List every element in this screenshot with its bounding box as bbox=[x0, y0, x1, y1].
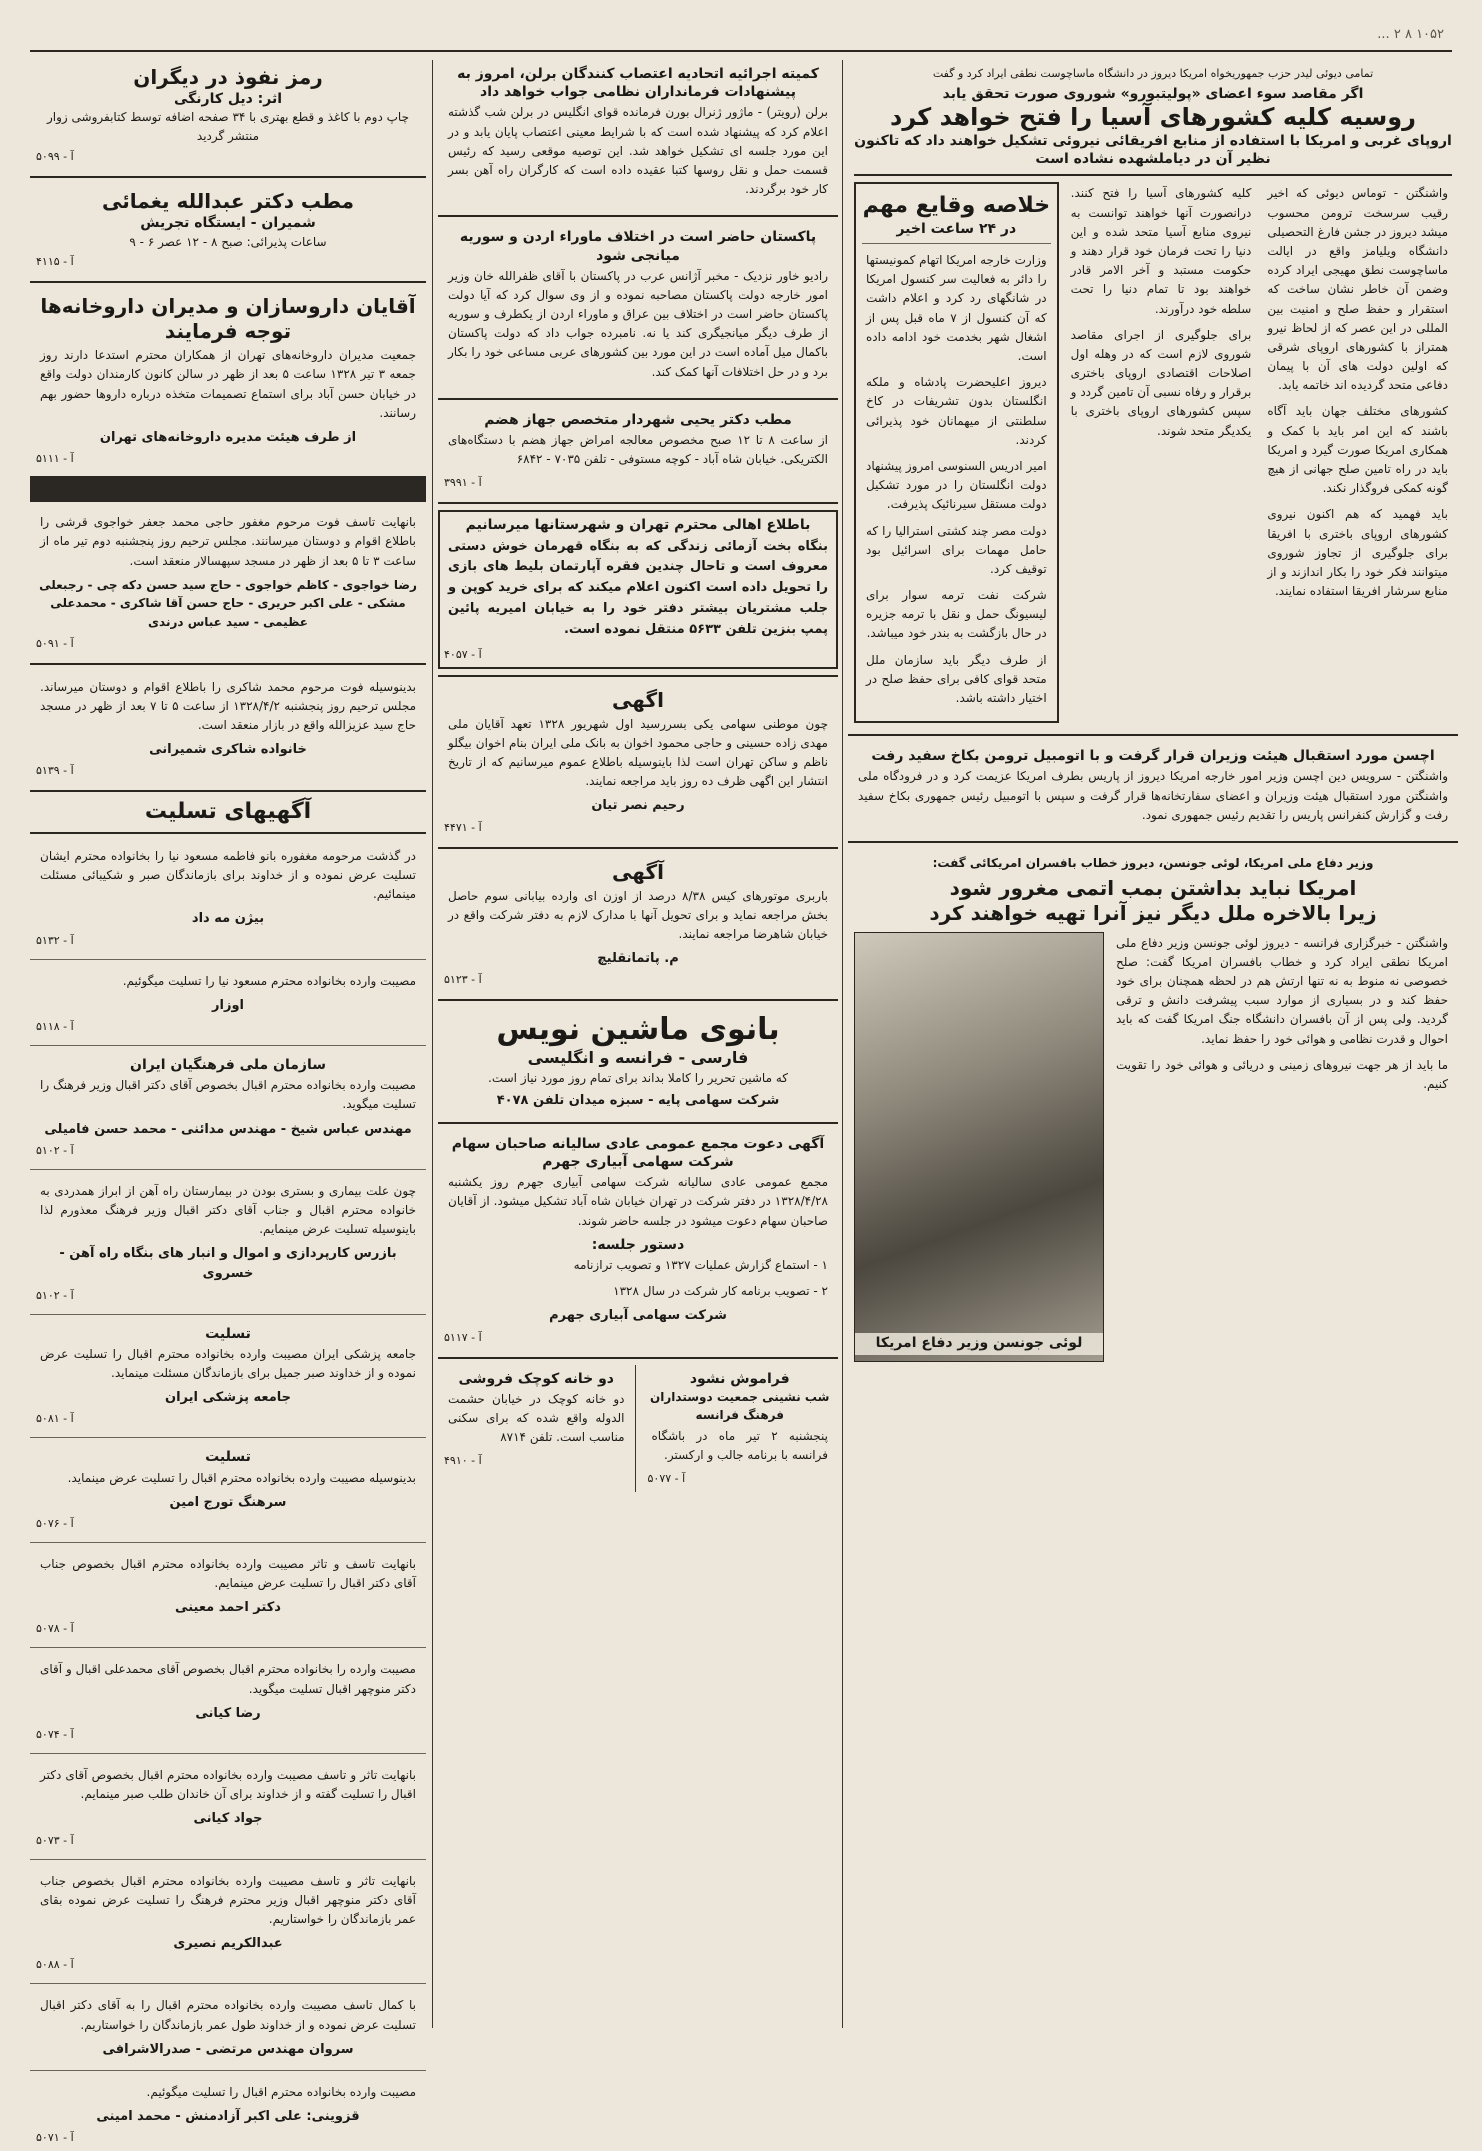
photo-caption: لوئی جونسن وزیر دفاع امریکا bbox=[855, 1333, 1103, 1355]
book-title: رمز نفوذ در دیگران bbox=[133, 65, 323, 89]
clinic-code: آ - ۴۱۱۵ bbox=[36, 255, 74, 269]
acheson-headline: اچسن مورد استقبال هیئت وزیران قرار گرفت و با اتومبیل ترومن بکاخ سفید رفت bbox=[871, 748, 1435, 765]
condolence-12 bbox=[30, 2076, 426, 2151]
condolence-1-signer: بیژن مه داد bbox=[191, 911, 265, 927]
summary-item-2: دیروز اعلیحضرت پادشاه و ملکه انگلستان بدون تشریفات در کاخ سلطنتی از میهمانان خود پذیرائی کردند. bbox=[865, 375, 1047, 447]
house-title: دو خانه کوچک فروشی bbox=[458, 1370, 614, 1387]
summary-title: خلاصه وقایع مهم bbox=[862, 193, 1051, 219]
typist-languages: فارسی - فرانسه و انگلیسی bbox=[527, 1048, 749, 1068]
berlin-body: برلن (رویتر) - ماژور ژنرال بورن فرمانده قوای انگلیس در برلن شب گذشته اعلام کرد که پیشنهاد شده است که با شرایط معینی اعتصاب پایان یابد و در این مورد جلسه ای تشکیل خواهد شد. این توصیه موقعی رسید که رئیس قسمت حمل و نقل روسها کتبا عقیده داده است که کارگران راه آهن بسر کار خود برگردند. bbox=[448, 105, 828, 197]
typist-company: شرکت سهامی پایه - سبزه میدان تلفن ۴۰۷۸ bbox=[496, 1092, 780, 1108]
condolence-9-body: بانهایت تاثر و تاسف مصیبت وارده بخانواده محترم اقبال بخصوص آقای دکتر اقبال را تسلیت گفته و از خداوند برای آن خاندان طلب صبر مینمایم. bbox=[40, 1768, 416, 1802]
divider-bar bbox=[30, 476, 426, 502]
condolence-11-signer: سروان مهندس مرتضی - صدرالاشرافی bbox=[102, 2041, 354, 2057]
lottery-notice bbox=[438, 510, 838, 668]
soiree-subtitle: شب نشینی جمعیت دوستداران فرهنگ فرانسه bbox=[650, 1389, 830, 1423]
condolence-2-body: مصیبت وارده بخانواده محترم مسعود نیا را تسلیت میگوئیم. bbox=[122, 973, 416, 988]
typist-title: بانوی ماشین نویس bbox=[496, 1012, 780, 1048]
front-story-body-4: کشورهای مختلف جهان باید آگاه باشند که این امر باید با کمک و همکاری امریکا صورت گیرد و امریکا باید در راه تامین صلح جهانی از هیچ گونه کمکی فروگذار نکند. bbox=[1267, 404, 1448, 496]
summary-subtitle: در ۲۴ ساعت اخیر bbox=[896, 220, 1017, 237]
pakistan-headline: پاکستان حاضر است در اختلاف ماوراء اردن و سوریه میانجی شود bbox=[459, 229, 817, 264]
meeting-ad bbox=[438, 1130, 838, 1351]
obituary-1-code: آ - ۵۰۹۱ bbox=[36, 636, 74, 650]
condolence-6-title: تسلیت bbox=[205, 1449, 251, 1466]
agahi-2-body: باربری موتورهای کیس ۸/۳۸ درصد از اوزن ای وارده بیابانی سوم حاصل بخش مراجعه نماید و برای تحویل آنها با مدارک لازم به دفتر شرکت واقع در خیابان شاهرضا مراجعه نمایند. bbox=[448, 888, 829, 941]
condolence-4-code: آ - ۵۱۰۲ bbox=[36, 1288, 74, 1302]
condolence-3-title: سازمان ملی فرهنگیان ایران bbox=[130, 1056, 326, 1073]
meeting-title: آگهی دعوت مجمع عمومی عادی سالیانه صاحبان سهام شرکت سهامی آبیاری جهرم bbox=[451, 1135, 825, 1171]
right-column bbox=[848, 60, 1458, 2035]
left-column bbox=[30, 60, 426, 2145]
agahi-2-code: آ - ۵۱۲۳ bbox=[444, 973, 482, 987]
condolence-7-signer: دکتر احمد معینی bbox=[175, 1600, 281, 1616]
front-story-body-5: باید فهمید که هم اکنون نیروی کشورهای اروپای باختری با افریقا برای جلوگیری از تجاوز شوروی میتوانند فکر خود را بکار اندازند و از منابع سرشار افریقا استفاده نمایند. bbox=[1267, 507, 1448, 599]
condolence-1-code: آ - ۵۱۳۲ bbox=[36, 933, 74, 947]
agahi-2-signer: م. پاتمانقلیچ bbox=[597, 951, 679, 967]
defense-photo bbox=[854, 932, 1104, 1362]
agahi-1-body: چون موطنی سهامی یکی بسررسید اول شهریور ۱۳۲۸ تعهد آقایان ملی مهدی زاده حسینی و حاجی محمود اخوان به بانک ملی ایران بنام اخوان بیگلو ناظم و ساکن تهران است لذا باینوسیله باطلاع عموم میرسانیم که از تاریخ انتشار این اگهی ظرف ده روز باید مراجعه نمایند. bbox=[448, 716, 828, 789]
agahi-1-signer: رحیم نصر تیان bbox=[591, 798, 685, 814]
book-ad bbox=[30, 60, 426, 170]
column-rule-left bbox=[432, 60, 433, 2028]
summary-item-4: دولت مصر چند کشتی استرالیا را که حامل مهمات برای اسرائیل بود توقیف کرد. bbox=[865, 523, 1047, 576]
meeting-signer: شرکت سهامی آبیاری جهرم bbox=[549, 1308, 727, 1324]
condolence-5 bbox=[30, 1320, 426, 1433]
condolence-3-signer: مهندس عباس شیخ - مهندس مدائنی - محمد حسن فامیلی bbox=[44, 1121, 412, 1137]
condolence-12-body: مصیبت وارده بخانواده محترم اقبال را تسلیت میگوئیم. bbox=[146, 2084, 416, 2099]
pharmacy-ad bbox=[30, 289, 426, 472]
defense-headline-2: زیرا بالاخره ملل دیگر نیز آنرا تهیه خواهند کرد bbox=[929, 900, 1377, 925]
obituary-2-signer: خانواده شاکری شمیرانی bbox=[149, 742, 307, 758]
pharmacy-body: جمعیت مدیران داروخانه‌های تهران از همکاران محترم استدعا دارند روز جمعه ۳ تیر ۱۳۲۸ ساعت ۵ بعد از ظهر در سالن کانون کارمندان دولت واقع در خیابان حسن آباد برای استماع تصمیمات متخذه درباره داروها حضور بهم رسانند. bbox=[40, 348, 416, 420]
front-story-intro: تمامی دیوئی لیدر حزب جمهوریخواه امریکا دیروز در دانشگاه ماساچوست نطقی ایراد کرد و گفت bbox=[932, 67, 1374, 80]
lottery-body: بنگاه بخت آزمائی زندگی که به بنگاه قهرمان خوش دستی معروف است و تاحال چندین فقره آپارتمان بلیط های بازی را تحویل داده است اکنون اعلام میکند که برای خرید کوپن و جلب مشتریان بیشتر دفتر خود را به خیابان امیریه پائین پمپ بنزین تلفن ۵۶۳۳ منتقل نموده است. bbox=[448, 538, 828, 637]
clinic-hours: ساعات پذیرائی: صبح ۸ - ۱۲ عصر ۶ - ۹ bbox=[129, 234, 327, 249]
condolence-5-body: جامعه پزشکی ایران مصیبت وارده بخانواده محترم اقبال را تسلیت عرض نموده و از خداوند صبر جمیل برای بازماندگان مسئلت مینماید. bbox=[40, 1346, 416, 1380]
front-story bbox=[848, 60, 1458, 728]
condolence-10-body: بانهایت تاثر و تاسف مصیبت وارده بخانواده محترم اقبال بخصوص جناب آقای دکتر منوچهر اقبال وزیر محترم فرهنگ را تسلیت عرض نموده بقای عمر بازماندگان را خواستاریم. bbox=[40, 1873, 416, 1926]
condolence-6-body: بدینوسیله مصیبت وارده بخانواده محترم اقبال را تسلیت عرض مینماید. bbox=[67, 1470, 416, 1485]
typist-ad bbox=[438, 1007, 838, 1116]
middle-column bbox=[438, 60, 838, 2035]
summary-item-5: شرکت نفت ترمه سوار برای لیسیونگ حمل و نقل با ترمه جزیره در حال بازگشت به بندر خود میباشد. bbox=[865, 588, 1047, 641]
condolence-8-signer: رضا کیانی bbox=[195, 1705, 261, 1721]
condolence-6-code: آ - ۵۰۷۶ bbox=[36, 1516, 74, 1530]
condolence-4 bbox=[30, 1175, 426, 1309]
condolence-2-signer: اوزار bbox=[212, 997, 244, 1013]
clinic-ad bbox=[30, 184, 426, 275]
front-story-col-b bbox=[1067, 182, 1256, 723]
summary-item-1: وزارت خارجه امریکا اتهام کمونیستها را دائر به فعالیت سر کنسول امریکا در شانگهای رد کرد و اعلام داشت که آن کنسول از ۷ ماه قبل پس از اشغال شهر بخدمت خود ادامه داده است. bbox=[865, 253, 1047, 364]
front-headline-3: اروپای غربی و امریکا با استفاده از منابع افریقائی نیروئی تشکیل خواهند داد که تاکنون نظیر آن در دیاملشهده نشاده است bbox=[854, 133, 1452, 168]
condolence-8-code: آ - ۵۰۷۴ bbox=[36, 1727, 74, 1741]
pharmacy-signer: از طرف هیئت مدیره داروخانه‌های تهران bbox=[99, 430, 357, 445]
house-body: دو خانه کوچک در خیابان حشمت الدوله واقع شده که برای سکنی مناسب است. تلفن ۸۷۱۴ bbox=[448, 1391, 625, 1445]
acheson-story bbox=[848, 742, 1458, 835]
condolence-12-code: آ - ۵۰۷۱ bbox=[36, 2131, 74, 2145]
condolence-10 bbox=[30, 1865, 426, 1979]
condolence-7 bbox=[30, 1548, 426, 1643]
condolence-3-code: آ - ۵۱۰۲ bbox=[36, 1143, 74, 1157]
obituary-2-code: آ - ۵۱۳۹ bbox=[36, 764, 74, 778]
agahi-1-title: اگهی bbox=[612, 687, 664, 712]
front-story-body-2: کلیه کشورهای آسیا را فتح کنند. درانصورت آنها خواهند توانست به نیروی منابع آسیا متحد شده و این دنیا را تحت فرمان خود قرار دهند و حکومت مستبد و آخر الامر قادر خواهند بود تا تمام دنیا را تحت سلطه خود درآورند. bbox=[1070, 186, 1252, 316]
condolence-8-body: مصیبت وارده را بخانواده محترم اقبال بخصوص آقای محمدعلی اقبال و آقای دکتر منوچهر اقبال تسلیت میگوید. bbox=[40, 1662, 416, 1696]
berlin-story bbox=[438, 60, 838, 209]
soiree-code: آ - ۵۰۷۷ bbox=[647, 1472, 686, 1486]
obituary-2-body: بدینوسیله فوت مرحوم محمد شاکری را باطلاع اقوام و دوستان میرساند. مجلس ترحیم روز پنجشنبه ۱۳۲۸/۴/۲ از ساعت ۵ تا ۷ بعد از ظهر در مسجد حاج سید عزیزالله واقع در بازار منعقد است. bbox=[40, 679, 416, 732]
lottery-code: آ - ۴۰۵۷ bbox=[444, 647, 482, 661]
condolence-10-code: آ - ۵۰۸۸ bbox=[36, 1958, 74, 1972]
condolence-8 bbox=[30, 1653, 426, 1748]
clinic-title: مطب دکتر عبدالله یغمائی bbox=[102, 189, 354, 214]
obituary-1-names: رضا خواجوی - کاظم خواجوی - حاج سید حسن دکه چی - رجبعلی مشکی - علی اکبر حریری - حاج حسن آقا شاکری - محمدعلی عظیمی - سید عباس درندی bbox=[39, 577, 417, 629]
soiree-ad bbox=[642, 1365, 839, 1493]
pakistan-story bbox=[438, 223, 838, 392]
summary-item-6: از طرف دیگر باید سازمان ملل متحد قوای کافی برای حفظ صلح در اختیار داشته باشد. bbox=[865, 652, 1047, 706]
pharmacy-title: آقایان داروسازان و مدیران داروخانه‌ها توجه فرمایند bbox=[40, 294, 416, 344]
condolence-5-code: آ - ۵۰۸۱ bbox=[36, 1412, 74, 1426]
masthead-text: ۱۰۵۲ ۸ ۲ ... bbox=[1377, 26, 1444, 42]
doctor-ad-code: آ - ۳۹۹۱ bbox=[444, 476, 482, 490]
masthead bbox=[30, 18, 1452, 52]
condolence-7-body: بانهایت تاسف و تاثر مصیبت وارده بخانواده محترم اقبال بخصوص جناب آقای دکتر اقبال را تسلیت عرض مینمایم. bbox=[40, 1556, 416, 1591]
house-ad bbox=[438, 1365, 636, 1493]
front-headline-1: اگر مقاصد سوء اعضای «پولیتبورو» شوروی صورت تحقق یابد bbox=[942, 86, 1364, 103]
doctor-ad-body: از ساعت ۸ تا ۱۲ صبح مخصوص معالجه امراض جهاز هضم با دستگاه‌های الکتریکی. خیابان شاه آباد - کوچه مستوفی - تلفن ۷۰۳۵ - ۶۸۴۲ bbox=[448, 433, 828, 467]
agahi-2-title: آگهی bbox=[612, 859, 664, 884]
condolence-1 bbox=[30, 840, 426, 954]
meeting-code: آ - ۵۱۱۷ bbox=[444, 1330, 482, 1344]
column-rule-mid bbox=[842, 60, 843, 2028]
doctor-ad-title: مطب دکتر یحیی شهردار متخصص جهاز هضم bbox=[484, 411, 792, 428]
pakistan-body: رادیو خاور نزدیک - مخبر آژانس عرب در پاکستان با آقای ظفرالله خان وزیر امور خارجه دولت پاکستان مصاحبه نموده و از وی سوال کرد که آیا دولت پاکستان حاضر است در اختلاف بین عراق و ماوراء اردن از یکطرف و سوریه از طرف دیگر میانجیگری کند یا نه. نامبرده جواب داد که دولت پاکستان باکمال میل آماده است در این مورد بین کشورهای عربی مساعی خود را بکار برد و در حل اختلافات آنها کمک کند. bbox=[448, 268, 828, 379]
soiree-title: فراموش نشود bbox=[689, 1370, 790, 1387]
lottery-title: باطلاع اهالی محترم تهران و شهرستانها میرسانیم bbox=[465, 517, 811, 534]
house-code: آ - ۴۹۱۰ bbox=[444, 1454, 482, 1468]
meeting-agenda-1: ۱ - استماع گزارش عملیات ۱۳۲۷ و تصویب ترازنامه bbox=[573, 1257, 828, 1272]
condolence-9-signer: جواد کیانی bbox=[193, 1811, 263, 1827]
condolence-4-signer: بازرس کارپردازی و اموال و انبار های بنگاه راه آهن - خسروی bbox=[59, 1246, 397, 1282]
condolence-12-signer: قزوینی: علی اکبر آزادمنش - محمد امینی bbox=[96, 2109, 360, 2125]
condolence-2-code: آ - ۵۱۱۸ bbox=[36, 1019, 74, 1033]
condolence-11 bbox=[30, 1989, 426, 2065]
obituary-1 bbox=[30, 506, 426, 656]
pharmacy-code: آ - ۵۱۱۱ bbox=[36, 452, 74, 466]
condolence-6 bbox=[30, 1443, 426, 1537]
defense-intro: وزیر دفاع ملی امریکا، لوئی جونسن، دیروز خطاب بافسران امریکائی گفت: bbox=[932, 855, 1374, 870]
book-body: چاپ دوم با کاغذ و قطع بهتری با ۳۴ صفحه اضافه توسط کتابفروشی زوار منتشر گردید bbox=[47, 110, 409, 143]
front-story-body-3: برای جلوگیری از اجرای مقاصد شوروی لازم است که در وهله اول اصلاحات اقتصادی اروپای باختری برقرار و رفاه نسبی آن تامین گردد و سپس کشورهای اروپای باختری با یکدیگر متحد شوند. bbox=[1070, 327, 1252, 438]
front-headline-2: روسیه کلیه کشورهای آسیا را فتح خواهد کرد bbox=[890, 103, 1416, 132]
book-code: آ - ۵۰۹۹ bbox=[36, 150, 74, 164]
condolence-1-body: در گذشت مرحومه مغفوره بانو فاطمه مسعود نیا را بخانواده محترم ایشان تسلیت عرض نموده و از خداوند برای بازماندگان صبر و شکیبائی مسئلت مینمائیم. bbox=[40, 848, 416, 902]
summary-box bbox=[854, 182, 1059, 723]
agahi-2 bbox=[438, 855, 838, 994]
clinic-place: شمیران - ایستگاه تجریش bbox=[140, 215, 316, 232]
meeting-agenda-title: دستور جلسه: bbox=[591, 1236, 685, 1253]
condolence-10-signer: عبدالکریم نصیری bbox=[173, 1936, 283, 1952]
obituary-1-body: بانهایت تاسف فوت مرحوم مغفور حاجی محمد جعفر خواجوی قرشی را باطلاع اقوام و دوستان میرسانند. مجلس ترحیم روز پنجشنبه دوم تیر ماه از ساعت ۳ تا ۵ بعد از ظهر در مسجد سپهسالار منعقد است. bbox=[40, 515, 416, 568]
front-story-col-a bbox=[1263, 182, 1452, 723]
condolence-9 bbox=[30, 1759, 426, 1854]
typist-body: که ماشین تحریر را کاملا بداند برای تمام روز مورد نیاز است. bbox=[488, 1071, 788, 1086]
front-story-body-1: واشنگتن - توماس دیوئی که اخیر رقیب سرسخت ترومن محسوب میشد دیروز در جشن فارغ التحصیلی دانشگاه ویلیامز واقع در ایالت ماساچوست نطق مهیجی ایراد کرده وضمن آن خاطر نشان ساخت که استقرار و حفظ صلح و امنیت بین المللی در این عصر که از لحاظ نیرو همتراز با کشورهای اروپای شرقی که اولین دولت های آن با پیمان دفاعی متحد گردیده اند خاتمه یابد. bbox=[1267, 186, 1448, 393]
condolence-4-body: چون علت بیماری و بستری بودن در بیمارستان راه آهن از ابراز همدردی به خانواده محترم اقبال و جناب آقای دکتر اقبال وزیر فرهنگ معذورم لذا باینوسیله تسلیت عرض مینمایم. bbox=[40, 1183, 416, 1237]
berlin-headline: کمیته اجرائیه اتحادیه اعتصاب کنندگان برلن، امروز به پیشنهادات فرمانداران نظامی جواب خواهد داد bbox=[457, 66, 819, 101]
meeting-body: مجمع عمومی عادی سالیانه شرکت سهامی آبیاری جهرم روز یکشنبه ۱۳۲۸/۴/۲۸ در دفتر شرکت در تهران خیابان شاه آباد تشکیل میشود. از آقایان صاحبان سهام دعوت میشود در جلسه حاضر شوند. bbox=[448, 1175, 828, 1228]
condolence-2 bbox=[30, 965, 426, 1040]
obituary-2 bbox=[30, 671, 426, 785]
condolence-5-title: تسلیت bbox=[205, 1325, 251, 1342]
condolence-7-code: آ - ۵۰۷۸ bbox=[36, 1622, 74, 1636]
defense-body-2: ما باید از هر جهت نیروهای زمینی و دریائی و هوائی خود را تقویت کنیم. bbox=[1116, 1057, 1448, 1091]
doctor-ad bbox=[438, 406, 838, 497]
defense-story bbox=[848, 849, 1458, 1367]
condolence-5-signer: جامعه پزشکی ایران bbox=[164, 1390, 291, 1406]
condolence-9-code: آ - ۵۰۷۳ bbox=[36, 1833, 74, 1847]
summary-item-3: امیر ادریس السنوسی امروز پیشنهاد دولت انگلستان را در مورد تشکیل دولت مستقل سیرنائیک پذیرفت. bbox=[865, 458, 1047, 512]
book-author: اثر: دیل کارنگی bbox=[173, 91, 283, 107]
soiree-body: پنجشنبه ۲ تیر ماه در باشگاه فرانسه با برنامه جالب و ارکستر. bbox=[651, 1428, 828, 1463]
agahi-1 bbox=[438, 683, 838, 841]
condolence-3 bbox=[30, 1051, 426, 1164]
condolence-3-body: مصیبت وارده بخانواده محترم اقبال بخصوص آقای دکتر اقبال وزیر فرهنگ را تسلیت میگوید. bbox=[40, 1078, 416, 1112]
meeting-agenda-2: ۲ - تصویب برنامه کار شرکت در سال ۱۳۲۸ bbox=[613, 1284, 828, 1299]
agahi-1-code: آ - ۴۴۷۱ bbox=[444, 820, 482, 834]
condolence-section-title: آگهیهای تسلیت bbox=[144, 799, 312, 825]
defense-headline-1: امریکا نباید بداشتن بمب اتمی مغرور شود bbox=[949, 875, 1357, 900]
defense-body: واشنگتن - خبرگزاری فرانسه - دیروز لوئی جونسن وزیر دفاع ملی امریکا نطقی ایراد کرد و خطاب بافسران امریکا گفت: صلح خصوصی نه منوط به نه تنها ارتش هم در لحظه همچنان برای خود حفظ کند و در بسیاری از موارد سبب پیشرفت دانش و ترقی گردید. ولی پس از آن بافسران دانشگاه جنگ امریکا گفت که باید احوال و قدرت نظامی و هوائی خود را حفظ نماید. bbox=[1116, 935, 1448, 1046]
condolence-11-body: با کمال تاسف مصیبت وارده بخانواده محترم اقبال را به آقای دکتر اقبال تسلیت عرض نموده و از خداوند طول عمر بازماندگان را خواستاریم. bbox=[40, 1998, 416, 2032]
condolence-6-signer: سرهنگ تورج امین bbox=[169, 1494, 287, 1510]
acheson-body: واشنگتن - سرویس دین اچسن وزیر امور خارجه امریکا دیروز از پاریس بطرف امریکا عزیمت کرد و در فرودگاه ملی واشنگتن مورد استقبال هیئت وزیران و اعضای سفارتخانه‌ها قرار گرفت و سپس با اتومبیل رئیس جمهوری بکاخ سفید رفت و گزارش کنفرانس پاریس را تقدیم رئیس جمهوری نمود. bbox=[858, 769, 1448, 822]
